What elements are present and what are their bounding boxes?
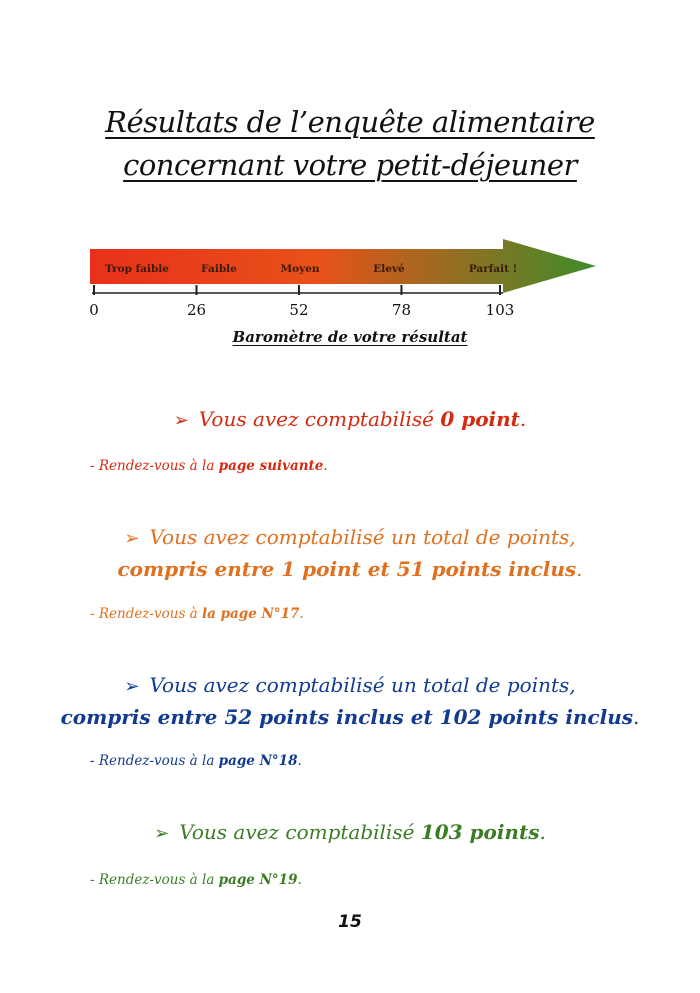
arrow-bullet-icon: ➢: [124, 528, 140, 549]
result-2-suffix: .: [576, 557, 583, 581]
barometer-tick-label: 0: [89, 301, 99, 319]
result-3-note-suffix: .: [297, 753, 302, 769]
barometer-tick-label: 52: [289, 301, 309, 319]
result-2-prefix: Vous avez comptabilisé un total de points,: [149, 525, 576, 549]
title-line-2: concernant votre petit-déjeuner: [123, 148, 577, 182]
barometer-category-label: Moyen: [280, 263, 320, 275]
result-2-note-prefix: - Rendez-vous à: [90, 606, 203, 622]
result-4-note-prefix: - Rendez-vous à la: [90, 872, 219, 888]
result-1-note-prefix: - Rendez-vous à la: [90, 458, 219, 474]
barometer-caption: Baromètre de votre résultat: [232, 328, 468, 346]
result-3-note-prefix: - Rendez-vous à la: [90, 753, 219, 769]
result-2: [0, 522, 700, 584]
result-3-suffix: .: [633, 705, 640, 729]
barometer-tick-label: 78: [391, 301, 412, 319]
arrow-bullet-icon: ➢: [173, 410, 189, 431]
result-1-suffix: .: [519, 407, 527, 431]
result-1-prefix: Vous avez comptabilisé: [198, 407, 441, 431]
result-1-bold: 0 point: [440, 407, 520, 431]
result-1-note-suffix: .: [323, 458, 328, 474]
page-number: 15: [338, 912, 362, 932]
result-4-bold: 103 points: [420, 820, 540, 844]
result-4-prefix: Vous avez comptabilisé: [179, 820, 421, 844]
result-1-note-link: page suivante: [218, 458, 324, 474]
result-4-note: [90, 872, 302, 888]
result-3-note-link: page N°18: [218, 753, 298, 769]
result-1-note: [90, 458, 328, 474]
barometer-category-label: Parfait !: [468, 263, 518, 275]
barometer-category-label: Faible: [201, 263, 237, 275]
barometer-tick-label: 26: [186, 301, 207, 319]
result-4: [0, 817, 700, 849]
result-3-prefix: Vous avez comptabilisé un total de points,: [149, 673, 576, 697]
result-4-note-suffix: .: [297, 872, 302, 888]
result-4-note-link: page N°19: [218, 872, 298, 888]
result-2-note-link: la page N°17: [202, 606, 300, 622]
result-2-note: [90, 606, 304, 622]
result-3-bold: compris entre 52 points inclus et 102 points inclus: [60, 705, 634, 729]
result-1: [0, 404, 700, 436]
result-3: [0, 670, 700, 732]
barometer-tick-label: 103: [485, 301, 515, 319]
arrow-bullet-icon: ➢: [124, 676, 140, 697]
barometer-category-label: Trop faible: [105, 263, 169, 275]
result-2-bold: compris entre 1 point et 51 points inclus: [117, 557, 577, 581]
result-3-note: [90, 753, 302, 769]
barometer-category-label: Elevé: [373, 263, 405, 275]
barometer: [0, 232, 700, 327]
title-line-1: Résultats de l’enquête alimentaire: [105, 105, 595, 139]
result-2-note-suffix: .: [299, 606, 304, 622]
result-4-suffix: .: [539, 820, 546, 844]
arrow-bullet-icon: ➢: [154, 823, 170, 844]
